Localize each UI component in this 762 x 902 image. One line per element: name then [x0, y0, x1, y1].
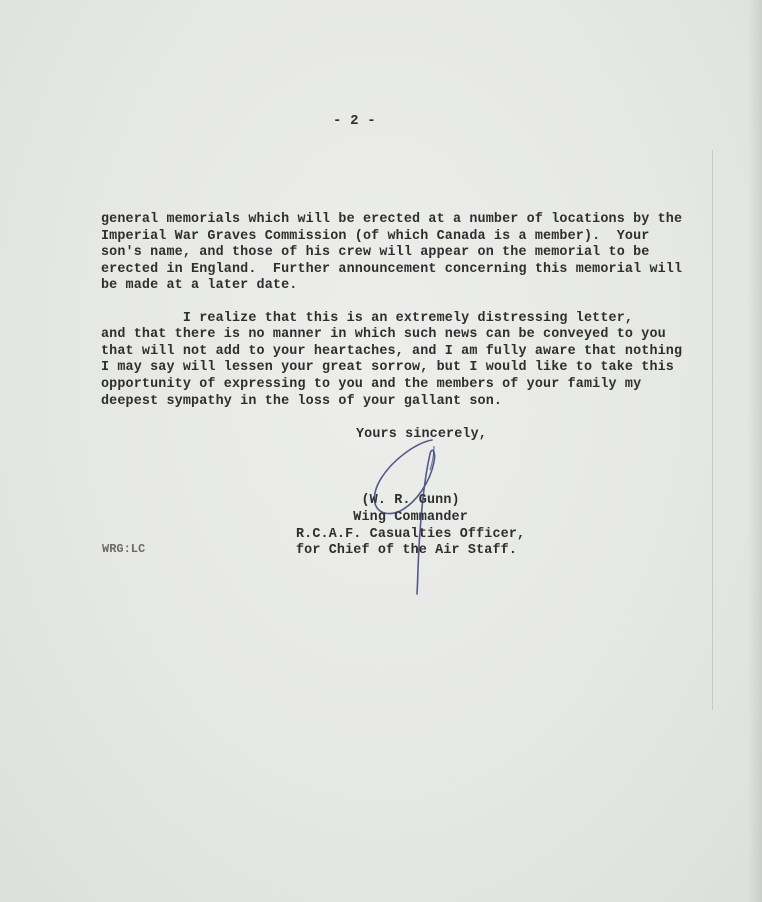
paragraph-line: deepest sympathy in the loss of your gallant son.	[101, 394, 503, 409]
signatory-name: (W. R. Gunn)	[296, 493, 460, 508]
paragraph-line: erected in England. Further announcement concerning this memorial will	[101, 262, 683, 277]
paragraph-line: general memorials which will be erected at a number of locations by the	[101, 212, 683, 227]
page-edge-shadow	[748, 0, 762, 902]
paragraph-line: I may say will lessen your great sorrow, but I would like to take this	[101, 360, 674, 375]
signatory-rank: Wing Commander	[296, 510, 468, 525]
paragraph-line: and that there is no manner in which such news can be conveyed to you	[101, 327, 666, 342]
paragraph-line: opportunity of expressing to you and the members of your family my	[101, 377, 642, 392]
paragraph-line: I realize that this is an extremely distressing letter,	[101, 311, 634, 326]
paragraph-line: son's name, and those of his crew will appear on the memorial to be	[101, 245, 650, 260]
handwritten-signature	[360, 432, 450, 602]
paragraph-line: Imperial War Graves Commission (of which Canada is a member). Your	[101, 229, 650, 244]
signatory-title: R.C.A.F. Casualties Officer,	[296, 527, 526, 542]
typist-initials: WRG:LC	[102, 542, 146, 556]
paragraph-line: be made at a later date.	[101, 278, 298, 293]
paper-fold-line	[712, 150, 713, 710]
page-number: - 2 -	[333, 113, 376, 129]
signatory-office: for Chief of the Air Staff.	[296, 543, 518, 558]
closing-salutation: Yours sincerely,	[356, 427, 487, 442]
paragraph-line: that will not add to your heartaches, and I am fully aware that nothing	[101, 344, 683, 359]
